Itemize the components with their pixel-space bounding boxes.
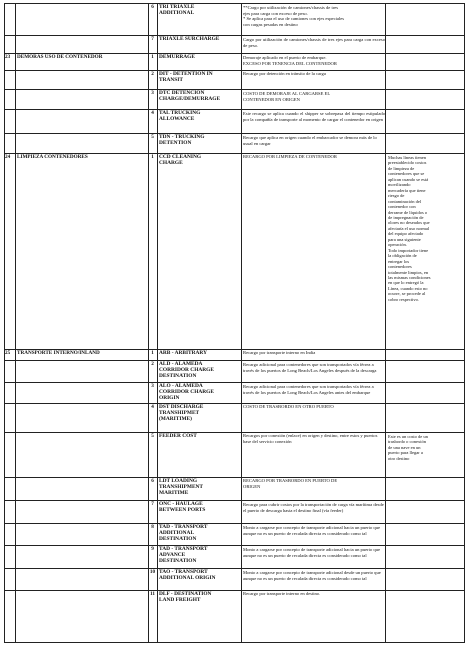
charge-code-text: DIT - DETENTION IN TRANSIT (159, 71, 213, 84)
charge-description-text: Recargo por transporte interno en destino. (243, 591, 321, 596)
charge-code (157, 501, 241, 513)
section-title (15, 54, 148, 60)
charge-description (241, 478, 385, 489)
charge-code (157, 134, 241, 146)
charge-description: Recargo que aplica en origen cuando el embarcador se demora más de lo usual en cargar (243, 135, 377, 146)
table-row (4, 500, 465, 523)
charge-code (157, 71, 241, 83)
charge-code (157, 524, 241, 543)
charge-description-text: COSTO DE TRASBORDO EN OTRO PUERTO (243, 404, 334, 409)
table-row (4, 545, 465, 568)
charge-description: Recargo adicional para contenedores que son transportados vía férrea a través de los puertos de Long Beach/Los Angeles después de la descarga (243, 362, 377, 373)
charge-description-text: Recargo por transporte interno en India (243, 350, 316, 355)
item-number (148, 433, 157, 439)
item-number (148, 546, 157, 552)
item-number (148, 90, 157, 96)
charge-code-text: LDT LOADING TRANSHIPMENT MARITIME (159, 478, 204, 497)
item-number-text: 6 (151, 4, 154, 10)
section-number-text: 23 (5, 54, 11, 60)
charge-code-text: DTC DETENCION CHARGE/DEMURRAGE (159, 90, 221, 103)
charge-description: Cargo por utilización de camiones/chassis de tres ejes para carga con exceso de peso. (243, 37, 385, 48)
table-row (4, 53, 465, 70)
charge-description (241, 433, 385, 444)
charge-code-text: ALO - ALAMEDA CORRIDOR CHARGE ORIGIN (159, 383, 214, 402)
charge-description: Recargo adicional para contenedores que son transportados vía férrea a través de los puertos de Long Beach/Los Angeles antes del embarque (243, 384, 374, 395)
item-number-text: 4 (151, 404, 154, 410)
charge-description: COSTO DE DEMORAJE AL CARGARSE EL CONTENEDOR EN ORIGEN (243, 91, 331, 102)
table-row (4, 403, 465, 432)
item-number-text: 7 (151, 501, 154, 507)
table-row (4, 3, 465, 35)
charge-code (157, 110, 241, 122)
charge-code-text: ARB - ARBITRARY (159, 350, 208, 356)
item-number-text: 4 (151, 110, 154, 116)
charge-description (241, 71, 385, 77)
charge-description: Demoraje aplicado en el puerto de embarque. EXCESO POR TENENCIA DEL CONTENEDOR (243, 55, 337, 66)
item-number-text: 10 (149, 569, 156, 575)
section-number-text: 25 (5, 350, 11, 356)
table-row (4, 590, 465, 612)
charge-description (241, 404, 385, 410)
table-row (4, 477, 465, 500)
item-number (148, 478, 157, 484)
item-number (148, 591, 157, 597)
section-title-text: LIMPIEZA CONTENEDORES (17, 154, 88, 160)
item-number-text: 1 (151, 154, 154, 160)
charge-description: Monto a cargarse por concepto de transporte adicional hacia un puerto que aunque no es un puerto de recalada directa es considerado como tal (243, 547, 381, 558)
charge-code (157, 478, 241, 497)
item-number-text: 5 (151, 134, 154, 140)
table-row (4, 89, 465, 109)
section-number-text: 24 (5, 154, 11, 160)
charge-description-text: RECARGO POR LIMPIEZA DE CONTENEDOR (243, 154, 337, 159)
charge-code-text: DST DISCHARGE TRANSHIPMET (MARITIME) (159, 404, 204, 423)
item-number-text: 9 (151, 546, 154, 552)
item-number-text: 7 (151, 36, 154, 42)
section-number (4, 54, 15, 60)
charge-note: Muchas líneas tienen preestablecido costos de limpieza de contenedores que se aplican cuando se está movilizando mercadería que tiene riesgo de contaminación del contenedor con derrame de líquidos o de impregnación de olores no deseados que afectaría el uso normal del equipo afectado para una siguiente operación. Todo importador tiene la obligación de entregar los contenedores totalmente limpios, en las mismas condiciones en que lo entregó la Línea, cuando esto no ocurre, se procede al cobro respectivo. (388, 155, 431, 302)
item-number-text: 5 (151, 433, 154, 439)
column-divider (157, 3, 158, 643)
table-row (4, 432, 465, 477)
table-row (4, 360, 465, 382)
charge-code (157, 90, 241, 102)
charge-code-text: DLF - DESTINATION LAND FREIGHT (159, 591, 212, 604)
charge-code (157, 361, 241, 380)
charge-description: Monto a cargarse por concepto de transporte adicional desde un puerto que aunque no es un puerto de recalada directa es considerado como tal (243, 570, 381, 581)
table-row (4, 70, 465, 89)
item-number (148, 134, 157, 140)
column-divider (148, 3, 149, 643)
item-number-text: 3 (151, 90, 154, 96)
item-number (148, 54, 157, 60)
item-number (148, 71, 157, 77)
charge-description (241, 154, 385, 160)
table-row (4, 153, 465, 349)
charge-code-text: TRI TRIAXLE ADDITIONAL (159, 4, 195, 17)
item-number-text: 8 (151, 524, 154, 530)
item-number (148, 361, 157, 367)
charge-code (157, 404, 241, 423)
charge-description: Este recargo se aplica cuando el shipper se sobrepasa del tiempo estipulado por la compañía de transporte al momento de cargar el contenedor en origen (243, 111, 385, 122)
charge-description-text: Recargo por detención en tránsito de la carga (243, 71, 326, 76)
item-number-text: 2 (151, 71, 154, 77)
section-title (15, 350, 148, 356)
item-number (148, 569, 157, 575)
charge-code-text: TDN - TRUCKING DETENTION (159, 134, 205, 147)
item-number-text: 1 (151, 54, 154, 60)
section-title (15, 154, 148, 160)
charge-code (157, 433, 241, 439)
item-number-text: 3 (151, 383, 154, 389)
charge-code (157, 569, 241, 581)
section-title-text: DEMORAS USO DE CONTENEDOR (17, 54, 103, 60)
item-number (148, 36, 157, 42)
charge-code (157, 4, 241, 16)
item-number-text: 1 (151, 350, 154, 356)
charge-code-text: TAD - TRANSPORT ADDITIONAL DESTINATION (159, 524, 208, 543)
item-number (148, 350, 157, 356)
charge-description: **Cargo por utilización de camiones/chassis de tres ejes para carga con exceso de peso. * Se aplica para el uso de camiones con ejes especiales con cargas pesadas en destino (243, 5, 345, 27)
charge-code-text: TAL TRUCKING ALLOWANCE (159, 110, 201, 123)
charge-code-text: DEMURRAGE (159, 54, 195, 60)
table-row (4, 382, 465, 403)
charge-code-text: TRIAXLE SURCHARGE (159, 36, 220, 42)
column-divider (15, 3, 16, 643)
charge-code (157, 591, 241, 603)
charge-code-text: FEEDER COST (159, 433, 197, 439)
charge-code (157, 54, 241, 60)
item-number (148, 404, 157, 410)
table-row (4, 523, 465, 545)
table-row (4, 349, 465, 360)
table-row (4, 109, 465, 133)
item-number (148, 154, 157, 160)
charge-code (157, 383, 241, 402)
charge-code (157, 350, 241, 356)
charge-code-text: TAD - TRANSPORT ADVANCE DESTINATION (159, 546, 208, 565)
charge-description (241, 350, 385, 356)
charge-code-text: ONC - HAULAGE BETWEEN PORTS (159, 501, 206, 514)
item-number (148, 524, 157, 530)
item-number-text: 11 (150, 591, 155, 597)
charge-description-text: RECARGO POR TRASBORDO EN PUERTO DE ORIGEN (243, 478, 338, 489)
column-divider (241, 3, 242, 643)
table-row (4, 568, 465, 590)
charge-description: Monto a cargarse por concepto de transporte adicional hacia un puerto que aunque no es un puerto de recalada directa es considerado como tal (243, 525, 381, 536)
charge-code-text: TAO - TRANSPORT ADDITIONAL ORIGIN (159, 569, 216, 582)
table-row (4, 35, 465, 53)
item-number (148, 383, 157, 389)
item-number (148, 110, 157, 116)
section-title-text: TRANSPORTE INTERNO/INLAND (17, 350, 100, 356)
item-number-text: 6 (151, 478, 154, 484)
item-number-text: 2 (151, 361, 154, 367)
charges-table (4, 3, 465, 643)
item-number (148, 4, 157, 10)
charge-description: Recargo para cubrir costos por la transportación de carga vía marítima desde el puerto de descarga hasta el destino final (vía feeder) (243, 502, 384, 513)
charge-code (157, 36, 241, 42)
charge-note: Este es un costo de un trasbordo o conexión de una nave en un puerto para llegar a otro destino (388, 434, 428, 461)
charge-description-text: Recargos por conexión (enlace) en origen y destino, entre estos y puertos base del servicio conexión (243, 433, 378, 444)
column-divider (385, 3, 386, 643)
charge-code (157, 154, 241, 166)
charge-description (241, 591, 385, 597)
section-number (4, 154, 15, 160)
charge-code-text: CCD CLEANING CHARGE (159, 154, 202, 167)
charge-code-text: ALD - ALAMEDA CORRIDOR CHARGE DESTINATION (159, 361, 214, 380)
charge-code (157, 546, 241, 565)
item-number (148, 501, 157, 507)
section-number (4, 350, 15, 356)
table-row (4, 133, 465, 153)
